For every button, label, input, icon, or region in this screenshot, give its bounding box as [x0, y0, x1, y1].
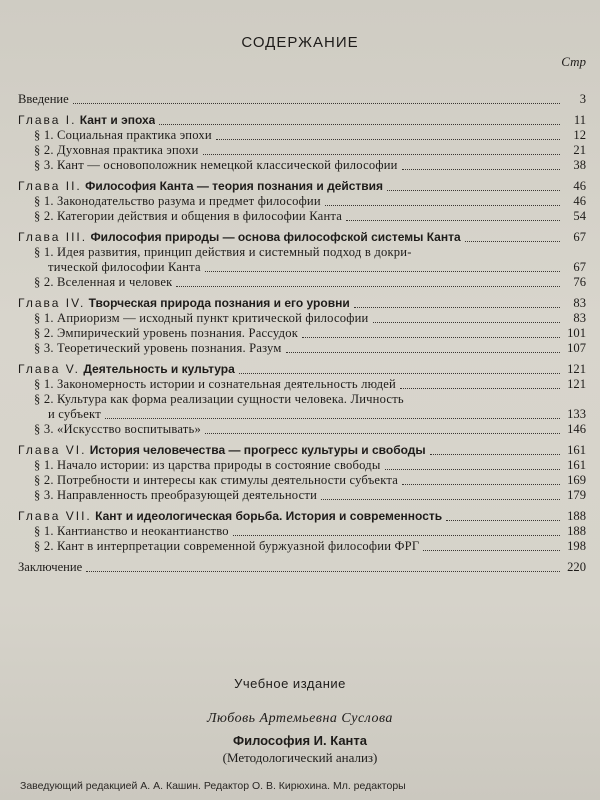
dot-leader	[402, 484, 560, 485]
page-column-header: Стр	[561, 54, 586, 69]
toc-section	[18, 158, 586, 173]
toc-entry-label: § 1. Начало истории: из царства природы в состояние свободы	[34, 458, 381, 472]
chapter-title: Творческая природа познания и его уровни	[88, 296, 350, 310]
toc-page-number: 161	[567, 443, 586, 457]
toc-section	[18, 392, 586, 407]
chapter-number: Глава IV.	[18, 296, 86, 310]
chapter-label	[18, 230, 461, 245]
edition-type: Учебное издание	[234, 676, 346, 691]
toc-entry-label: § 1. Закономерность истории и сознательная деятельность людей	[34, 377, 396, 391]
dot-leader	[159, 124, 560, 125]
toc-chapter	[18, 509, 586, 524]
chapter-label	[18, 362, 235, 377]
chapter-label	[18, 296, 350, 311]
chapter-label	[18, 443, 426, 458]
toc-page-number: 121	[567, 377, 586, 391]
dot-leader	[373, 322, 560, 323]
author-name: Любовь Артемьевна Суслова	[207, 711, 393, 726]
chapter-title: Кант и эпоха	[79, 113, 156, 127]
toc-page-number: 198	[567, 539, 586, 553]
toc-entry-label-cont: тической философии Канта	[48, 260, 201, 274]
page-title: СОДЕРЖАНИЕ	[241, 34, 359, 51]
toc-entry-label: § 2. Кант в интерпретации современной буржуазной философии ФРГ	[34, 539, 420, 553]
toc-entry-label: § 2. Потребности и интересы как стимулы деятельности субъекта	[34, 473, 399, 487]
dot-leader	[385, 469, 560, 470]
chapter-number: Глава V.	[18, 362, 80, 376]
toc-entry-label: § 2. Категории действия и общения в философии Канта	[34, 209, 343, 223]
toc-entry-label: § 1. Кантианство и неокантианство	[34, 524, 229, 538]
dot-leader	[86, 571, 560, 572]
toc-section	[18, 326, 586, 341]
toc-entry	[18, 560, 586, 575]
toc-page-number: 121	[567, 362, 586, 376]
toc-page-number: 76	[573, 275, 586, 289]
dot-leader	[465, 241, 560, 242]
chapter-number: Глава III.	[18, 230, 88, 244]
dot-leader	[321, 499, 560, 500]
toc-page-number: 21	[573, 143, 586, 157]
toc-section	[18, 377, 586, 392]
toc-entry-label: Заключение	[18, 560, 83, 574]
toc-page-number: 67	[573, 260, 586, 274]
toc-entry-label-cont: и субъект	[48, 407, 101, 421]
toc-entry-label: § 3. «Искусство воспитывать»	[34, 422, 201, 436]
toc-chapter	[18, 113, 586, 128]
toc-entry-label: § 1. Законодательство разума и предмет философии	[34, 194, 321, 208]
toc-page-number: 133	[567, 407, 586, 421]
toc-section-continuation	[18, 407, 586, 422]
toc-entry	[18, 92, 586, 107]
dot-leader	[205, 433, 560, 434]
toc-section	[18, 341, 586, 356]
dot-leader	[400, 388, 560, 389]
chapter-label	[18, 179, 383, 194]
toc-entry-label: § 1. Идея развития, принцип действия и системный подход в докри-	[34, 245, 412, 259]
dot-leader	[73, 103, 560, 104]
toc-page-number: 46	[573, 179, 586, 193]
toc-section	[18, 194, 586, 209]
toc-chapter	[18, 179, 586, 194]
toc-page-number: 101	[567, 326, 586, 340]
toc-page-number: 107	[567, 341, 586, 355]
book-subtitle: (Методологический анализ)	[222, 750, 378, 765]
dot-leader	[387, 190, 560, 191]
toc-section	[18, 422, 586, 437]
chapter-label	[18, 509, 442, 524]
dot-leader	[233, 535, 560, 536]
toc-page-number: 3	[579, 92, 586, 106]
dot-leader	[286, 352, 560, 353]
book-title: Философия И. Канта	[232, 733, 368, 748]
dot-leader	[239, 373, 560, 374]
toc-page-number: 169	[567, 473, 586, 487]
chapter-number: Глава VI.	[18, 443, 87, 457]
chapter-title: Деятельность и культура	[83, 362, 235, 376]
toc-section	[18, 143, 586, 158]
toc-entry-label: § 3. Направленность преобразующей деятельности	[34, 488, 318, 502]
dot-leader	[176, 286, 560, 287]
toc-page-number: 83	[573, 311, 586, 325]
dot-leader	[430, 454, 560, 455]
dot-leader	[105, 418, 560, 419]
toc-page-number: 38	[573, 158, 586, 172]
dot-leader	[302, 337, 560, 338]
imprint	[0, 676, 600, 766]
chapter-title: Философия Канта — теория познания и действия	[85, 179, 384, 193]
toc-chapter	[18, 296, 586, 311]
toc-entry-label: § 2. Эмпирический уровень познания. Рассудок	[34, 326, 299, 340]
toc-entry-label: § 2. Культура как форма реализации сущности человека. Личность	[34, 392, 404, 406]
toc-page-number: 161	[567, 458, 586, 472]
dot-leader	[203, 154, 560, 155]
toc-page-number: 146	[567, 422, 586, 436]
chapter-title: Философия природы — основа философской системы Канта	[90, 230, 461, 244]
toc-section	[18, 311, 586, 326]
toc-page-number: 188	[567, 524, 586, 538]
toc-page-number: 83	[573, 296, 586, 310]
chapter-number: Глава VII.	[18, 509, 92, 523]
dot-leader	[216, 139, 560, 140]
dot-leader	[325, 205, 560, 206]
toc-page-number: 46	[573, 194, 586, 208]
toc-page-number: 54	[573, 209, 586, 223]
toc-section	[18, 245, 586, 260]
toc-section	[18, 488, 586, 503]
toc-chapter	[18, 230, 586, 245]
toc-entry-label: § 2. Духовная практика эпохи	[34, 143, 199, 157]
toc-section	[18, 524, 586, 539]
toc-section	[18, 209, 586, 224]
dot-leader	[423, 550, 560, 551]
table-of-contents	[18, 92, 586, 575]
toc-page-number: 11	[573, 113, 586, 127]
toc-page-number: 179	[567, 488, 586, 502]
toc-entry-label: Введение	[18, 92, 69, 106]
toc-section	[18, 458, 586, 473]
chapter-title: История человечества — прогресс культуры и свободы	[89, 443, 426, 457]
toc-chapter	[18, 443, 586, 458]
toc-section-continuation	[18, 260, 586, 275]
chapter-number: Глава I.	[18, 113, 77, 127]
toc-chapter	[18, 362, 586, 377]
chapter-title: Кант и идеологическая борьба. История и современность	[95, 509, 443, 523]
toc-entry-label: § 1. Социальная практика эпохи	[34, 128, 212, 142]
toc-section	[18, 539, 586, 554]
toc-entry-label: § 3. Кант — основоположник немецкой классической философии	[34, 158, 398, 172]
toc-section	[18, 275, 586, 290]
toc-section	[18, 473, 586, 488]
toc-entry-label: § 2. Вселенная и человек	[34, 275, 173, 289]
toc-page-number: 220	[567, 560, 586, 574]
toc-page-number: 12	[573, 128, 586, 142]
editorial-credits: Заведующий редакцией А. А. Кашин. Редактор О. В. Кирюхина. Мл. редакторы	[20, 780, 406, 792]
toc-page-number: 188	[567, 509, 586, 523]
toc-entry-label: § 1. Априоризм — исходный пункт критической философии	[34, 311, 369, 325]
toc-section	[18, 128, 586, 143]
chapter-label	[18, 113, 155, 128]
dot-leader	[346, 220, 560, 221]
toc-page-number: 67	[573, 230, 586, 244]
dot-leader	[354, 307, 560, 308]
dot-leader	[446, 520, 560, 521]
toc-entry-label: § 3. Теоретический уровень познания. Разум	[34, 341, 282, 355]
dot-leader	[402, 169, 560, 170]
chapter-number: Глава II.	[18, 179, 82, 193]
dot-leader	[205, 271, 560, 272]
